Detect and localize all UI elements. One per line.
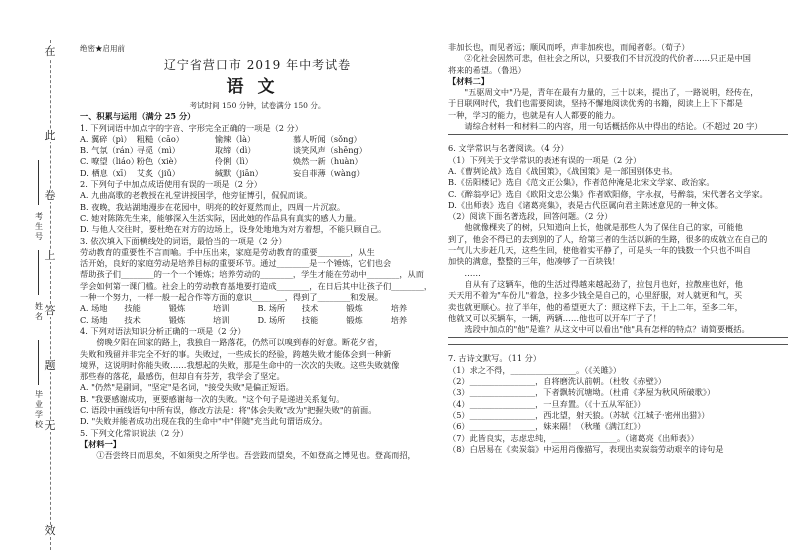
passage-line: 到了，他会不得已的去到别的了人，给第三者的生活以新的生路，很多的成就立在自己的 bbox=[448, 233, 768, 244]
option-text: A.《曹刿论战》选自《战国策》，《战国策》是一部国别体史书。 bbox=[448, 165, 678, 176]
recitation-item: （3）________________，下者飘转沉塘坳。（杜甫《茅屋为秋风所破歌》） bbox=[448, 387, 716, 398]
option-text: D. 与他人交往时，要杜绝在对方的边场上，设身处地地为对方着想，不能只顾自己。 bbox=[80, 224, 387, 235]
question-6: 6. 文学常识与名著阅读。（4 分） bbox=[448, 143, 569, 154]
name-label: 姓名 bbox=[35, 302, 43, 321]
passage-line: 一种，学习的能力，也就是有人人都要的能力。 bbox=[448, 109, 620, 120]
cut-line bbox=[50, 40, 51, 550]
option-text: 妄自菲薄（wàng） bbox=[292, 167, 365, 178]
right-column bbox=[448, 42, 788, 455]
option-text: B. 夜晚，我站湖地漫步在花园中，明亮的皎好夏然而止，四周一片沉寂。 bbox=[80, 201, 346, 212]
recitation-item: （1）求之不得，________________。（《关雎》） bbox=[448, 364, 622, 375]
passage-line: 一气儿大步赶几天，这些生回，使他着实平静了，可是头一年的钱数一个只也不叫自 bbox=[448, 245, 751, 256]
option-text: C. 场地 bbox=[80, 314, 108, 325]
option-text: D. "失败并能者成功出现在我的生命中"中"伴随"充当此句谓语成分。 bbox=[80, 416, 328, 427]
recitation-item: （2）________________，自将磨洗认前朝。（杜牧《赤壁》） bbox=[448, 376, 667, 387]
option-text: A. 九曲高歌的老教授在礼堂讲授国学，他旁征博引，侃侃而谈。 bbox=[80, 190, 313, 201]
option-text: B.《岳阳楼记》选自《范文正公集》，作者范仲淹是北宋文学家、政治家。 bbox=[448, 177, 715, 188]
option-text: A. "仍然"是副词，"坚定"是名词，"接受失败"是偏正短语。 bbox=[80, 382, 294, 393]
gutter-char: 答 bbox=[44, 304, 56, 317]
q1-row bbox=[80, 156, 435, 167]
option-text: 慕人听闻（sǒng） bbox=[292, 133, 362, 144]
binding-gutter bbox=[30, 40, 70, 550]
section-heading: 一、积累与运用（满分 25 分） bbox=[80, 111, 196, 122]
option-text: 取缔（dì） bbox=[214, 145, 256, 156]
option-text: 技术 bbox=[124, 314, 141, 325]
exam-title: 辽宁省营口市 2019 年中考试卷 bbox=[163, 58, 352, 72]
passage-line: 那些春的落花，最感伤，但却自有芬芳，我学会了坚定。 bbox=[80, 371, 285, 382]
recitation-item: （5）________________，西北望，射天狼。（苏轼《江城子·密州出猎》） bbox=[448, 409, 710, 420]
answer-line bbox=[448, 134, 788, 135]
passage-line: 他就又可以买辆车，一辆，两辆……他也可以开车厂子了！ bbox=[448, 312, 661, 323]
option-text: 伶俐（lì） bbox=[214, 156, 253, 167]
option-text: 培训 bbox=[213, 314, 230, 325]
option-text: 焕然一新（huàn） bbox=[292, 156, 363, 167]
question-5: 5. 下列文化常识说法（2 分） bbox=[80, 427, 189, 438]
passage-line: 将来的希望。（鲁迅） bbox=[448, 64, 526, 75]
q1-row bbox=[80, 134, 435, 145]
question-1: 1. 下列词语中加点字的字音、字形完全正确的一项是（2 分） bbox=[80, 122, 303, 133]
passage-line: 学会如何第一课门槛。社会上的劳动教育基地要打造成________，在日后其中让孩子们________， bbox=[80, 280, 433, 291]
option-text: D.《出师表》选自《诸葛亮集》，表是古代臣属向君主陈述意见的一种文体。 bbox=[448, 199, 723, 210]
answer-line bbox=[448, 337, 788, 338]
school-line bbox=[38, 340, 39, 385]
question-3: 3. 依次填入下面横线处的词语，最恰当的一项是（2 分） bbox=[80, 235, 287, 246]
option-text: 技术 bbox=[301, 303, 319, 314]
passage-line: 卖也就更顺心。拉了半年，他的希望更大了：照这样下去，干上二年，至多二年， bbox=[448, 301, 743, 312]
passage-line: ②化社会因然可悲，但社会之所以，只要我们不甘沉没的代价者……只正是中国 bbox=[448, 53, 751, 64]
question-7: 7. 古诗文默写。（11 分） bbox=[448, 353, 542, 364]
option-text: 锻炼 bbox=[346, 303, 363, 314]
passage-line: 自从有了这辆车，他的生活过得越来越起劲了，拉包月也好，拉散座也好，他 bbox=[448, 278, 743, 289]
sub-question: （2）阅读下面名著选段，回答问题。（2 分） bbox=[448, 211, 613, 222]
option-text: 粉色（xiè） bbox=[136, 156, 182, 167]
passage-line: 失败和残留并非完全不好的事。失败过，一些成长的经验，跨越失败才能体会到一种新 bbox=[80, 348, 392, 359]
school-label: 毕业学校 bbox=[35, 390, 43, 429]
option-text: 艾炙（jiǔ） bbox=[136, 167, 180, 178]
gutter-char: 无 bbox=[44, 419, 56, 432]
option-text: B. 气氛（rán） bbox=[80, 145, 139, 156]
question-4: 4. 下列对语法知识分析正确的一项是（2 分） bbox=[80, 325, 246, 336]
passage-line: 非加长也，而见者远；顺风而呼，声非加疾也，而闻者彰。（荀子） bbox=[448, 42, 690, 52]
name-line bbox=[38, 250, 39, 295]
option-text: D. 场所 bbox=[257, 314, 286, 325]
option-text: D. 栖息（xī） bbox=[80, 167, 132, 178]
passage-line: 帮助孩子们________的一个一个锤炼；培养劳动的________，学生才能在劳动中________，从而 bbox=[80, 269, 424, 280]
passage-line: 于目联网时代，我们也需要阅读，坚持不懈地阅读优秀的书籍，阅读上上下下都是 bbox=[448, 98, 743, 109]
option-text: B. 场所 bbox=[257, 303, 286, 314]
option-text: 缄默（jiān） bbox=[214, 167, 263, 178]
q1-row bbox=[80, 168, 435, 179]
option-text: 愉辣（là） bbox=[214, 133, 256, 144]
option-text: 技能 bbox=[124, 303, 141, 314]
option-text: C. 语段中画线语句中所有误，修改方法是：将"体会失败"改为"把握失败"的前面。 bbox=[80, 405, 377, 416]
passage-line: 加快的满意，整整的三年，他凑够了一百块钱！ bbox=[448, 256, 620, 267]
option-text: A. 翼碎（pì） bbox=[80, 133, 132, 144]
material-heading: 【材料一】 bbox=[80, 438, 121, 449]
option-text: B. "我要感谢成功，更要感谢每一次的失败。"这个句子是递进关系复句。 bbox=[80, 393, 345, 404]
passage-line: 境界，这说明时你能失败……我想起的失败，那是生命中的一次次的失败。这些失败就像 bbox=[80, 359, 400, 370]
student-id-line bbox=[38, 160, 39, 205]
option-text: 技能 bbox=[301, 314, 319, 325]
option-text: 锻炼 bbox=[168, 314, 186, 325]
recitation-item: （8）白居易在《卖炭翁》中运用肖像描写，表现出卖炭翁劳动艰辛的诗句是 bbox=[448, 443, 724, 454]
gutter-char: 效 bbox=[44, 524, 56, 537]
option-text: C. 她对陈陈先生来，能够深入生活实际，因此她的作品具有真实的感人力量。 bbox=[80, 212, 362, 223]
material-heading: 【材料二】 bbox=[448, 75, 489, 86]
option-text: 培训 bbox=[213, 303, 230, 314]
option-text: 锻炼 bbox=[168, 303, 186, 314]
option-text: C.《醉翁亭记》选自《欧阳文忠公集》作者欧阳修，字永叔，号醉翁，宋代著名文学家。 bbox=[448, 188, 768, 199]
gutter-char: 卷 bbox=[44, 189, 56, 202]
q3-option-row bbox=[80, 315, 435, 326]
student-id-label: 考生号 bbox=[35, 212, 43, 241]
recitation-item: （6）________________，妹来隔！（秋瑾《满江红》） bbox=[448, 421, 646, 432]
passage-line: …… bbox=[448, 267, 481, 278]
option-text: 培养 bbox=[390, 314, 408, 325]
sub-question: 选段中加点的"他"是谁？从这文中可以看出"他"具有怎样的特点？请简要概括。 bbox=[448, 324, 750, 335]
option-text: 锻炼 bbox=[346, 314, 363, 325]
option-text: A. 场地 bbox=[80, 303, 108, 314]
option-text: 谈笑风声（shēng） bbox=[292, 145, 367, 156]
left-column bbox=[80, 42, 435, 462]
q3-option-row bbox=[80, 303, 435, 314]
passage-line: 活开始，良好的家庭劳动是培养目标的重要环节。通过________是一个锤炼，它们也会 bbox=[80, 258, 392, 269]
option-text: 粗糙（cāo） bbox=[136, 133, 184, 144]
passage-line: 傍晚夕阳在回家的路上，我独自一路落花，仍然可以嗅到春的好意。断花夕省， bbox=[80, 337, 383, 348]
subject-title: 语文 bbox=[226, 77, 289, 97]
passage-line: 一种一个努力，一样一般一起合作等方面的意识________，得到了________和发展。 bbox=[80, 292, 383, 303]
task-line: 请综合材料一和材料二的内容，用一句话概括你从中得出的结论。（不超过 20 字） bbox=[448, 121, 763, 132]
passage-line: 天天用不着为"车份儿"着急，拉多少钱全是自己的，心里舒服，对人就更和气，买 bbox=[448, 290, 743, 301]
gutter-char: 此 bbox=[44, 129, 56, 142]
passage-line: 劳动教育的重要性不言而喻。手中压出来，家庭是劳动教育的重要________，从生 bbox=[80, 246, 375, 257]
option-text: 培养 bbox=[390, 303, 408, 314]
q1-row bbox=[80, 145, 435, 156]
answer-line bbox=[448, 344, 788, 345]
recitation-item: （7）此皆良实，志虑忠纯，________________。（诸葛亮《出师表》） bbox=[448, 432, 699, 443]
gutter-char: 在 bbox=[44, 45, 56, 58]
gutter-char: 题 bbox=[44, 359, 56, 372]
passage-line: "五驱周文中"乃是，青年在最有力量的，三十以来，提出了，一路说明，经传在， bbox=[448, 87, 759, 98]
passage-line: ①吾尝终日而思矣，不如须臾之所学也。吾尝跂而望矣，不如登高之博见也。登高而招， bbox=[80, 450, 416, 461]
option-text: 寻觅（mì） bbox=[136, 145, 180, 156]
recitation-item: （4）________________，一旦弃置。（《十五从军征》） bbox=[448, 398, 646, 409]
question-2: 2. 下列句子中加点成语使用有误的一项是（2 分） bbox=[80, 179, 262, 190]
confidential-mark: 绝密★启用前 bbox=[80, 44, 125, 53]
gutter-char: 上 bbox=[44, 249, 56, 262]
passage-line: 他就像棵夹了的树，只知道向上长，他就是那些人为了保住自己的家，可能他 bbox=[448, 222, 743, 233]
option-text: C. 嘹望（liáo） bbox=[80, 156, 139, 167]
sub-question: （1）下列关于文学常识的表述有误的一项是（2 分） bbox=[448, 154, 642, 165]
exam-meta: 考试时间 150 分钟，试卷满分 150 分。 bbox=[189, 101, 326, 110]
